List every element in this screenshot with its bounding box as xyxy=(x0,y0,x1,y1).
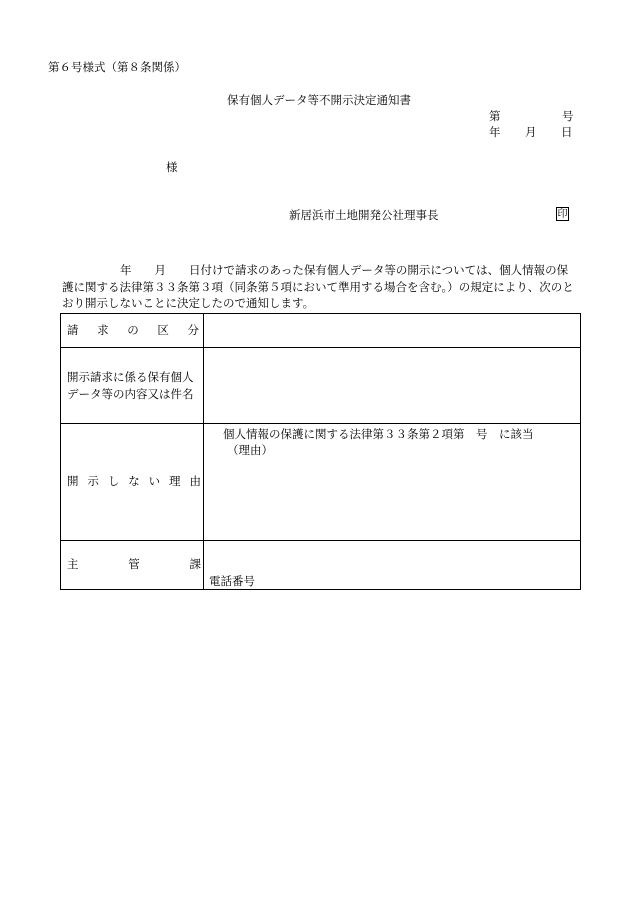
content-label-line-2: データ等の内容又は件名 xyxy=(67,386,194,401)
phone-number-label: 電話番号 xyxy=(209,573,255,588)
label-char: 分 xyxy=(187,322,199,337)
label-char: 管 xyxy=(128,557,140,572)
reason-label xyxy=(61,424,204,541)
label-char: な xyxy=(128,474,140,489)
department-label xyxy=(61,541,204,590)
label-char: 求 xyxy=(97,322,109,337)
content-label-line-1: 開示請求に係る保有個人 xyxy=(67,369,194,384)
label-char: 区 xyxy=(157,322,169,337)
label-char: 請 xyxy=(67,322,79,337)
request-type-label xyxy=(61,314,204,348)
reason-row xyxy=(61,424,581,541)
request-type-value[interactable] xyxy=(204,314,581,348)
content-row xyxy=(61,348,581,424)
form-number: 第６号様式（第８条関係） xyxy=(48,60,186,74)
reason-statute-text: 個人情報の保護に関する法律第３３条第２項第 号 に該当 xyxy=(223,427,534,441)
reason-value[interactable] xyxy=(204,424,581,541)
date-month-label: 月 xyxy=(525,125,537,139)
seal-text: 印 xyxy=(557,209,568,220)
document-title: 保有個人データ等不開示決定通知書 xyxy=(227,93,411,107)
request-type-row xyxy=(61,314,581,348)
label-char: 主 xyxy=(67,557,79,572)
label-char: し xyxy=(107,474,120,489)
document-number-prefix: 第 xyxy=(489,109,501,123)
notice-form-table xyxy=(60,313,581,590)
department-row xyxy=(61,541,581,590)
seal-icon xyxy=(556,207,569,221)
recipient-honorific: 様 xyxy=(166,160,178,174)
notice-body xyxy=(62,262,582,312)
content-value[interactable] xyxy=(204,348,581,424)
document-number-suffix: 号 xyxy=(562,109,574,123)
label-char: 由 xyxy=(189,474,201,489)
label-char: 課 xyxy=(189,557,201,572)
notice-line-2: 護に関する法律第３３条第３項（同条第５項において準用する場合を含む。）の規定により、次のと xyxy=(62,279,574,294)
department-value[interactable] xyxy=(204,541,581,590)
date-year-label: 年 xyxy=(489,125,501,139)
label-char: の xyxy=(127,322,139,337)
date-day-label: 日 xyxy=(561,125,573,139)
reason-subheading: （理由） xyxy=(227,443,273,457)
label-char: 示 xyxy=(87,474,99,489)
issuer-name: 新居浜市土地開発公社理事長 xyxy=(289,208,439,222)
label-char: 理 xyxy=(169,474,181,489)
label-char: い xyxy=(148,474,161,489)
notice-line-1: 年 月 日付けで請求のあった保有個人データ等の開示については、個人情報の保 xyxy=(120,263,569,277)
label-char: 開 xyxy=(67,474,79,489)
content-label xyxy=(61,348,204,424)
notice-line-3: おり開示しないことに決定したので通知します。 xyxy=(62,296,315,310)
